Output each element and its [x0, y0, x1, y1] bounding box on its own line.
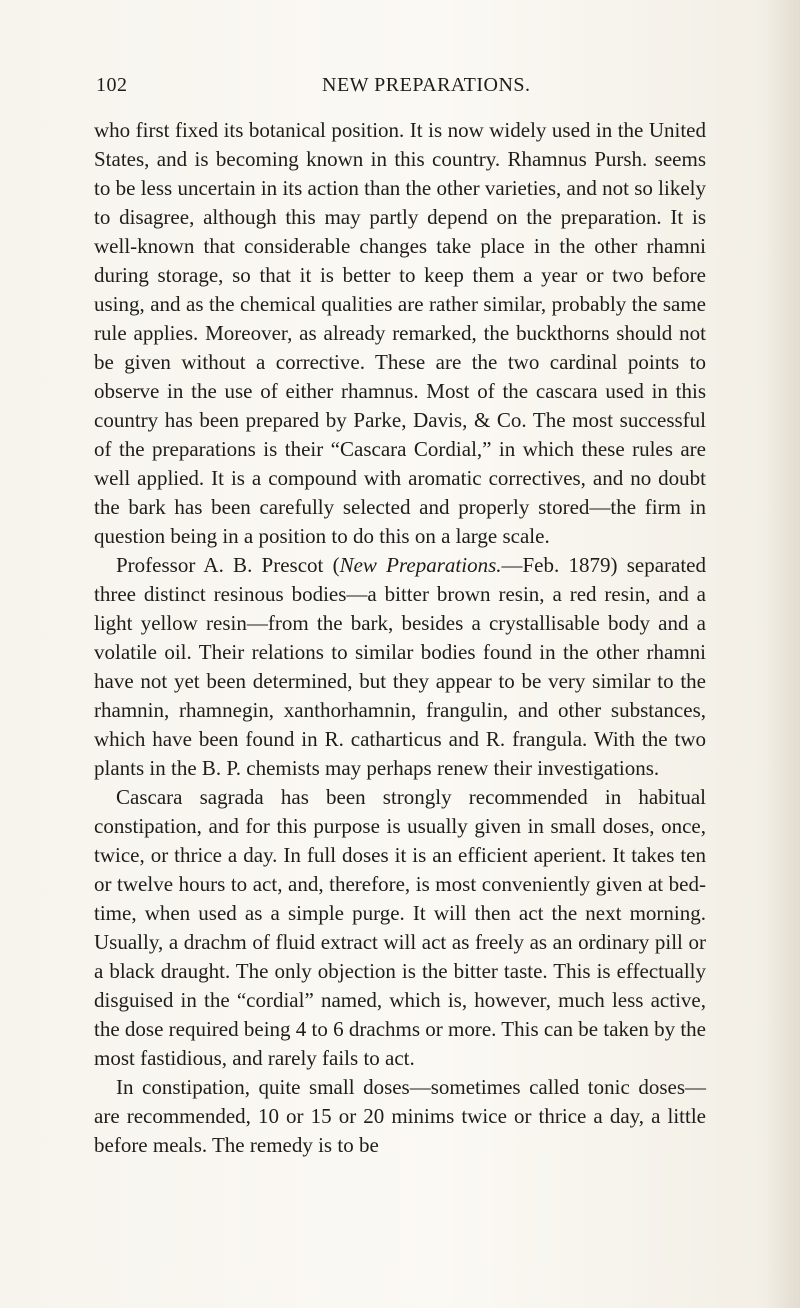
paragraph-2: [94, 551, 706, 783]
running-head: NEW PREPARATIONS.: [322, 74, 531, 96]
paragraph-3: Cascara sagrada has been strongly recommended in habitual constipation, and for this purpose is usually given in small doses, once, twice, or thrice a day. In full doses it is an efficient aperient. It takes ten or twelve hours to act, and, therefore, is most conveniently given at bed-time, when used as a simple purge. It will then act the next morning. Usually, a drachm of fluid extract will act as freely as an ordinary pill or a black draught. The only objection is the bitter taste. This is effectually disguised in the “cordial” named, which is, however, much less active, the dose required being 4 to 6 drachms or more. This can be taken by the most fastidious, and rarely fails to act.: [94, 785, 706, 1070]
publication-title: New Preparations.: [339, 553, 502, 577]
page-number: 102: [96, 74, 128, 96]
page-edge-shadow: [764, 0, 800, 1308]
paragraph-2-start: Professor A. B. Prescot (: [116, 553, 340, 577]
body-text: [94, 116, 706, 1160]
paragraph-4: In constipation, quite small doses—sometimes called tonic doses—are recommended, 10 or 15 or 20 minims twice or thrice a day, a little before meals. The remedy is to be: [94, 1075, 706, 1157]
page-header: [96, 74, 710, 102]
paragraph-2-rest: —Feb. 1879) separated three distinct resinous bodies—a bitter brown resin, a red resin, and a light yellow resin—from the bark, besides a crystallisable body and a volatile oil. Their relations to similar bodies found in the other rhamni have not yet been determined, but they appear to be very similar to the rhamnin, rhamnegin, xanthorhamnin, frangulin, and other substances, which have been found in R. catharticus and R. frangula. With the two plants in the B. P. chemists may perhaps renew their investigations.: [94, 553, 707, 780]
paragraph-1: who first fixed its botanical position. It is now widely used in the United States, and is becoming known in this country. Rhamnus Pursh. seems to be less uncertain in its action than the other varieties, and not so likely to disagree, although this may partly depend on the preparation. It is well-known that considerable changes take place in the other rhamni during storage, so that it is better to keep them a year or two before using, and as the chemical qualities are rather similar, probably the same rule applies. Moreover, as already remarked, the buckthorns should not be given without a corrective. These are the two cardinal points to observe in the use of either rhamnus. Most of the cascara used in this country has been prepared by Parke, Davis, & Co. The most successful of the preparations is their “Cascara Cordial,” in which these rules are well applied. It is a compound with aromatic correctives, and no doubt the bark has been carefully selected and properly stored—the firm in question being in a position to do this on a large scale.: [94, 118, 706, 548]
